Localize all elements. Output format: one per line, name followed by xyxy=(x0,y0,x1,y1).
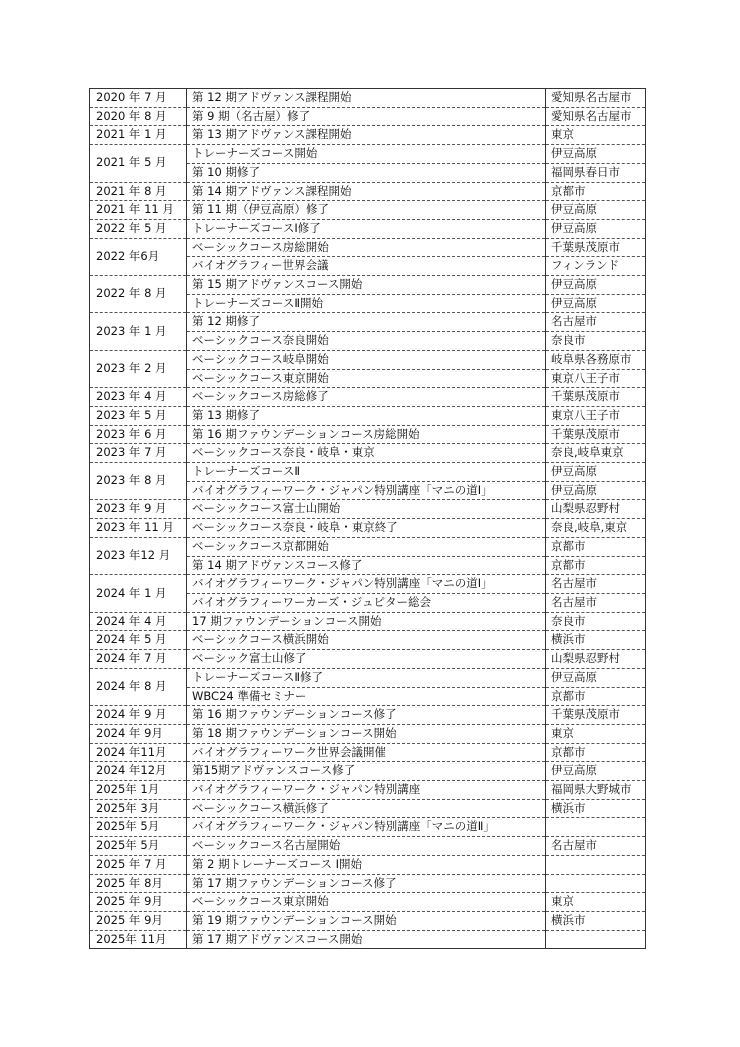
table-row xyxy=(90,837,646,856)
date-cell: 2025 年 8月 xyxy=(90,874,187,893)
place-cell: 千葉県茂原市 xyxy=(546,388,646,407)
event-cell: ベーシックコース奈良開始 xyxy=(187,332,546,351)
place-cell: 名古屋市 xyxy=(546,837,646,856)
date-cell: 2025年 5月 xyxy=(90,818,187,837)
event-cell: ベーシックコース奈良・岐阜・東京 xyxy=(187,444,546,463)
event-cell: バイオグラフィーワーク・ジャパン特別講座 xyxy=(187,781,546,800)
table-row xyxy=(90,276,646,295)
date-cell: 2020 年 7 月 xyxy=(90,89,187,108)
date-cell: 2021 年 8 月 xyxy=(90,182,187,201)
place-cell xyxy=(546,818,646,837)
date-cell: 2022 年6月 xyxy=(90,238,187,275)
place-cell: 横浜市 xyxy=(546,911,646,930)
event-cell: ベーシックコース房総開始 xyxy=(187,238,546,257)
place-cell: 伊豆高原 xyxy=(546,276,646,295)
place-cell: 伊豆高原 xyxy=(546,481,646,500)
page xyxy=(89,88,645,949)
event-cell: 第 14 期アドヴァンス課程開始 xyxy=(187,182,546,201)
date-cell: 2024 年 5 月 xyxy=(90,631,187,650)
table-row xyxy=(90,930,646,949)
table-row xyxy=(90,238,646,257)
table-row xyxy=(90,893,646,912)
place-cell: 名古屋市 xyxy=(546,313,646,332)
table-row xyxy=(90,706,646,725)
date-cell: 2023 年12 月 xyxy=(90,537,187,574)
table-row xyxy=(90,182,646,201)
place-cell: 京都市 xyxy=(546,687,646,706)
place-cell: 京都市 xyxy=(546,182,646,201)
table-row xyxy=(90,911,646,930)
place-cell: 横浜市 xyxy=(546,631,646,650)
place-cell: 京都市 xyxy=(546,556,646,575)
place-cell: 山梨県忍野村 xyxy=(546,500,646,519)
place-cell: 千葉県茂原市 xyxy=(546,238,646,257)
event-cell: 第 16 期ファウンデーションコース修了 xyxy=(187,706,546,725)
date-cell: 2025年 3月 xyxy=(90,799,187,818)
place-cell: 山梨県忍野村 xyxy=(546,650,646,669)
date-cell: 2024 年 9 月 xyxy=(90,706,187,725)
date-cell: 2024 年 9月 xyxy=(90,724,187,743)
date-cell: 2025 年 9月 xyxy=(90,893,187,912)
place-cell: 伊豆高原 xyxy=(546,463,646,482)
table-row xyxy=(90,762,646,781)
event-cell: バイオグラフィーワーク・ジャパン特別講座「マニの道Ⅰ」 xyxy=(187,575,546,594)
table-row xyxy=(90,781,646,800)
table-row xyxy=(90,313,646,332)
event-cell: トレーナーズコースⅡ修了 xyxy=(187,668,546,687)
place-cell: 伊豆高原 xyxy=(546,294,646,313)
table-row xyxy=(90,107,646,126)
date-cell: 2024 年 4 月 xyxy=(90,612,187,631)
event-cell: 第 13 期アドヴァンス課程開始 xyxy=(187,126,546,145)
place-cell: 岐阜県各務原市 xyxy=(546,350,646,369)
event-cell: 第 12 期アドヴァンス課程開始 xyxy=(187,89,546,108)
place-cell: 東京八王子市 xyxy=(546,406,646,425)
table-row xyxy=(90,575,646,594)
event-cell: ベーシックコース横浜開始 xyxy=(187,631,546,650)
place-cell: 千葉県茂原市 xyxy=(546,425,646,444)
event-cell: 第 16 期ファウンデーションコース房総開始 xyxy=(187,425,546,444)
table-row xyxy=(90,350,646,369)
table-row xyxy=(90,799,646,818)
table-row xyxy=(90,874,646,893)
date-cell: 2023 年 2 月 xyxy=(90,350,187,387)
event-cell: WBC24 準備セミナー xyxy=(187,687,546,706)
event-cell: ベーシックコース房総修了 xyxy=(187,388,546,407)
event-cell: 第 11 期（伊豆高原）修了 xyxy=(187,201,546,220)
event-cell: トレーナーズコースⅠ修了 xyxy=(187,219,546,238)
date-cell: 2022 年 5 月 xyxy=(90,219,187,238)
place-cell: 奈良,岐阜,東京 xyxy=(546,519,646,538)
place-cell: 福岡県大野城市 xyxy=(546,781,646,800)
place-cell: 東京 xyxy=(546,724,646,743)
schedule-body xyxy=(90,89,646,949)
place-cell: 東京八王子市 xyxy=(546,369,646,388)
table-row xyxy=(90,388,646,407)
place-cell: 伊豆高原 xyxy=(546,219,646,238)
date-cell: 2023 年 8 月 xyxy=(90,463,187,500)
event-cell: 第 12 期修了 xyxy=(187,313,546,332)
event-cell: 第 14 期アドヴァンスコース修了 xyxy=(187,556,546,575)
event-cell: バイオグラフィーワーク世界会議開催 xyxy=(187,743,546,762)
event-cell: 第 15 期アドヴァンスコース開始 xyxy=(187,276,546,295)
place-cell: 福岡県春日市 xyxy=(546,163,646,182)
place-cell: 横浜市 xyxy=(546,799,646,818)
table-row xyxy=(90,537,646,556)
table-row xyxy=(90,219,646,238)
date-cell: 2021 年 11 月 xyxy=(90,201,187,220)
place-cell: 京都市 xyxy=(546,537,646,556)
place-cell: 伊豆高原 xyxy=(546,145,646,164)
place-cell: 千葉県茂原市 xyxy=(546,706,646,725)
event-cell: ベーシックコース奈良・岐阜・東京終了 xyxy=(187,519,546,538)
date-cell: 2023 年 1 月 xyxy=(90,313,187,350)
event-cell: ベーシックコース東京開始 xyxy=(187,893,546,912)
place-cell: 京都市 xyxy=(546,743,646,762)
table-row xyxy=(90,724,646,743)
table-row xyxy=(90,444,646,463)
event-cell: ベーシックコース横浜修了 xyxy=(187,799,546,818)
event-cell: ベーシックコース名古屋開始 xyxy=(187,837,546,856)
table-row xyxy=(90,201,646,220)
table-row xyxy=(90,818,646,837)
place-cell: 伊豆高原 xyxy=(546,668,646,687)
place-cell: 東京 xyxy=(546,893,646,912)
table-row xyxy=(90,463,646,482)
date-cell: 2024 年12月 xyxy=(90,762,187,781)
date-cell: 2025年 1月 xyxy=(90,781,187,800)
place-cell xyxy=(546,855,646,874)
table-row xyxy=(90,425,646,444)
table-row xyxy=(90,519,646,538)
date-cell: 2023 年 7 月 xyxy=(90,444,187,463)
event-cell: バイオグラフィーワーカーズ・ジュピター総会 xyxy=(187,593,546,612)
date-cell: 2020 年 8 月 xyxy=(90,107,187,126)
event-cell: ベーシックコース岐阜開始 xyxy=(187,350,546,369)
event-cell: トレーナーズコース開始 xyxy=(187,145,546,164)
place-cell: 奈良市 xyxy=(546,332,646,351)
date-cell: 2023 年 5 月 xyxy=(90,406,187,425)
table-row xyxy=(90,650,646,669)
event-cell: トレーナーズコースⅡ xyxy=(187,463,546,482)
place-cell: 東京 xyxy=(546,126,646,145)
event-cell: ベーシック富士山修了 xyxy=(187,650,546,669)
place-cell: 伊豆高原 xyxy=(546,201,646,220)
place-cell: 奈良市 xyxy=(546,612,646,631)
event-cell: トレーナーズコースⅡ開始 xyxy=(187,294,546,313)
date-cell: 2025 年 9月 xyxy=(90,911,187,930)
event-cell: ベーシックコース京都開始 xyxy=(187,537,546,556)
table-row xyxy=(90,126,646,145)
event-cell: 第 17 期アドヴァンスコース開始 xyxy=(187,930,546,949)
event-cell: 第 19 期ファウンデーションコース開始 xyxy=(187,911,546,930)
date-cell: 2024 年 7 月 xyxy=(90,650,187,669)
date-cell: 2023 年 9 月 xyxy=(90,500,187,519)
event-cell: 第 13 期修了 xyxy=(187,406,546,425)
event-cell: 第 10 期修了 xyxy=(187,163,546,182)
event-cell: 第 2 期トレーナーズコース Ⅰ開始 xyxy=(187,855,546,874)
place-cell: 伊豆高原 xyxy=(546,762,646,781)
date-cell: 2023 年 4 月 xyxy=(90,388,187,407)
date-cell: 2024 年 8 月 xyxy=(90,668,187,705)
schedule-table xyxy=(89,88,646,949)
place-cell: 名古屋市 xyxy=(546,575,646,594)
table-row xyxy=(90,145,646,164)
table-row xyxy=(90,406,646,425)
table-row xyxy=(90,89,646,108)
place-cell: 愛知県名古屋市 xyxy=(546,107,646,126)
event-cell: 17 期ファウンデーションコース開始 xyxy=(187,612,546,631)
event-cell: 第 9 期（名古屋）修了 xyxy=(187,107,546,126)
event-cell: 第 17 期ファウンデーションコース修了 xyxy=(187,874,546,893)
table-row xyxy=(90,855,646,874)
place-cell: フィンランド xyxy=(546,257,646,276)
place-cell: 奈良,岐阜東京 xyxy=(546,444,646,463)
date-cell: 2022 年 8 月 xyxy=(90,276,187,313)
table-row xyxy=(90,631,646,650)
place-cell: 愛知県名古屋市 xyxy=(546,89,646,108)
event-cell: バイオグラフィー世界会議 xyxy=(187,257,546,276)
event-cell: バイオグラフィーワーク・ジャパン特別講座「マニの道Ⅱ」 xyxy=(187,818,546,837)
event-cell: 第 18 期ファウンデーションコース開始 xyxy=(187,724,546,743)
date-cell: 2023 年 6 月 xyxy=(90,425,187,444)
date-cell: 2025年 11月 xyxy=(90,930,187,949)
event-cell: 第15期アドヴァンスコース修了 xyxy=(187,762,546,781)
place-cell xyxy=(546,930,646,949)
date-cell: 2024 年11月 xyxy=(90,743,187,762)
event-cell: ベーシックコース東京開始 xyxy=(187,369,546,388)
date-cell: 2024 年 1 月 xyxy=(90,575,187,612)
table-row xyxy=(90,612,646,631)
event-cell: バイオグラフィーワーク・ジャパン特別講座「マニの道Ⅰ」 xyxy=(187,481,546,500)
date-cell: 2023 年 11 月 xyxy=(90,519,187,538)
date-cell: 2025 年 7 月 xyxy=(90,855,187,874)
date-cell: 2025年 5月 xyxy=(90,837,187,856)
place-cell xyxy=(546,874,646,893)
table-row xyxy=(90,743,646,762)
event-cell: ベーシックコース富士山開始 xyxy=(187,500,546,519)
table-row xyxy=(90,668,646,687)
table-row xyxy=(90,500,646,519)
date-cell: 2021 年 1 月 xyxy=(90,126,187,145)
place-cell: 名古屋市 xyxy=(546,593,646,612)
date-cell: 2021 年 5 月 xyxy=(90,145,187,182)
